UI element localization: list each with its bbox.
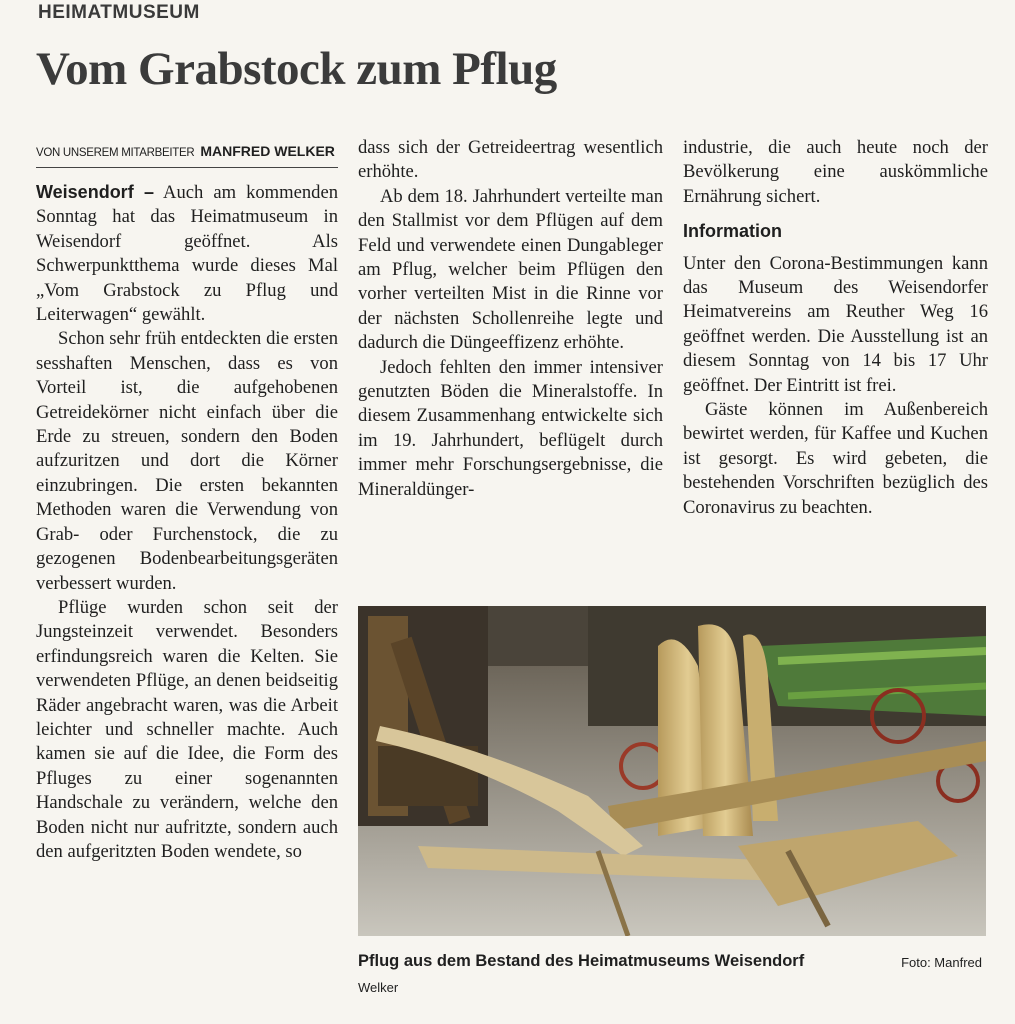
headline: Vom Grabstock zum Pflug	[36, 43, 557, 95]
photo-credit-continued: Welker	[358, 980, 399, 995]
article-column-3	[683, 136, 988, 520]
paragraph: Pflüge wurden schon seit der Jungsteinzeit verwendet. Besonders erfindungsreich waren die Kelten. Sie verwendeten Pflüge, an denen beidseitig Räder angebracht waren, was die Arbeit leichter und schneller machte. Auch kamen sie auf die Idee, die Form des Pfluges zu einer sogenannten Handschale zu verändern, welche den Boden nicht nur aufritzte, sondern auch den aufgeritzten Boden wendete, so	[36, 596, 338, 862]
paragraph: Schon sehr früh entdeckten die ersten sesshaften Menschen, dass es von Vorteil ist, die aufgehobenen Getreidekörner nicht einfach über die Erde zu streuen, sondern den Boden aufzuritzen und dort die Körner einzubringen. Die ersten bekannten Methoden waren die Verwendung von Grab- oder Furchenstock, die zu gezogenen Bodenbearbeitungsgeräten verbessert wurden.	[36, 328, 338, 594]
article-column-1	[36, 136, 338, 864]
photo-caption	[358, 950, 986, 995]
paragraph: Jedoch fehlten den immer intensiver genutzten Böden die Mineralstoffe. In diesem Zusammenhang entwickelte sich im 19. Jahrhundert, beflügelt durch immer mehr Forschungsergebnisse, die Mineraldünger-	[358, 356, 663, 500]
paragraph: Ab dem 18. Jahrhundert verteilte man den Stallmist vor dem Pflügen auf dem Feld und verwendete einen Dungableger am Pflug, welcher beim Pflügen den vorher verteilten Mist in die Rinne vor der nächsten Schollenreihe legte und dadurch die Düngeeffizenz erhöhte.	[358, 185, 663, 354]
paragraph: industrie, die auch heute noch der Bevölkerung eine auskömmliche Ernährung sichert.	[683, 137, 988, 207]
caption-text: Pflug aus dem Bestand des Heimatmuseums Weisendorf	[358, 952, 805, 970]
paragraph: dass sich der Getreideertrag wesentlich erhöhte.	[358, 137, 663, 183]
plough-photo	[358, 606, 986, 936]
dateline: Weisendorf –	[36, 182, 155, 202]
byline-author: MANFRED WELKER	[200, 143, 335, 159]
photo-credit: Foto: Manfred	[901, 955, 982, 970]
paragraph: Unter den Corona-Bestimmungen kann das Museum des Weisendorfer Heimatvereins am Reuther Weg 16 geöffnet werden. Die Ausstellung ist an diesem Sonntag von 14 bis 17 Uhr geöffnet. Der Eintritt ist frei.	[683, 252, 988, 396]
article-column-2	[358, 136, 663, 502]
paragraph	[36, 180, 338, 327]
plough-photo-illustration	[358, 606, 986, 936]
info-subhead: Information	[683, 221, 782, 242]
section-kicker: HEIMATMUSEUM	[38, 2, 200, 23]
paragraph-text: Auch am kommenden Sonntag hat das Heimatmuseum in Weisendorf geöffnet. Als Schwerpunktthema wurde dieses Mal „Vom Grabstock zu Pflug und Leiterwagen“ gewählt.	[36, 182, 338, 326]
paragraph: Gäste können im Außenbereich bewirtet werden, für Kaffee und Kuchen ist gesorgt. Es wird gebeten, die bestehenden Vorschriften bezüglich des Coronavirus zu beachten.	[683, 399, 988, 518]
byline-prefix: VON UNSEREM MITARBEITER	[36, 147, 195, 159]
byline	[36, 136, 338, 168]
